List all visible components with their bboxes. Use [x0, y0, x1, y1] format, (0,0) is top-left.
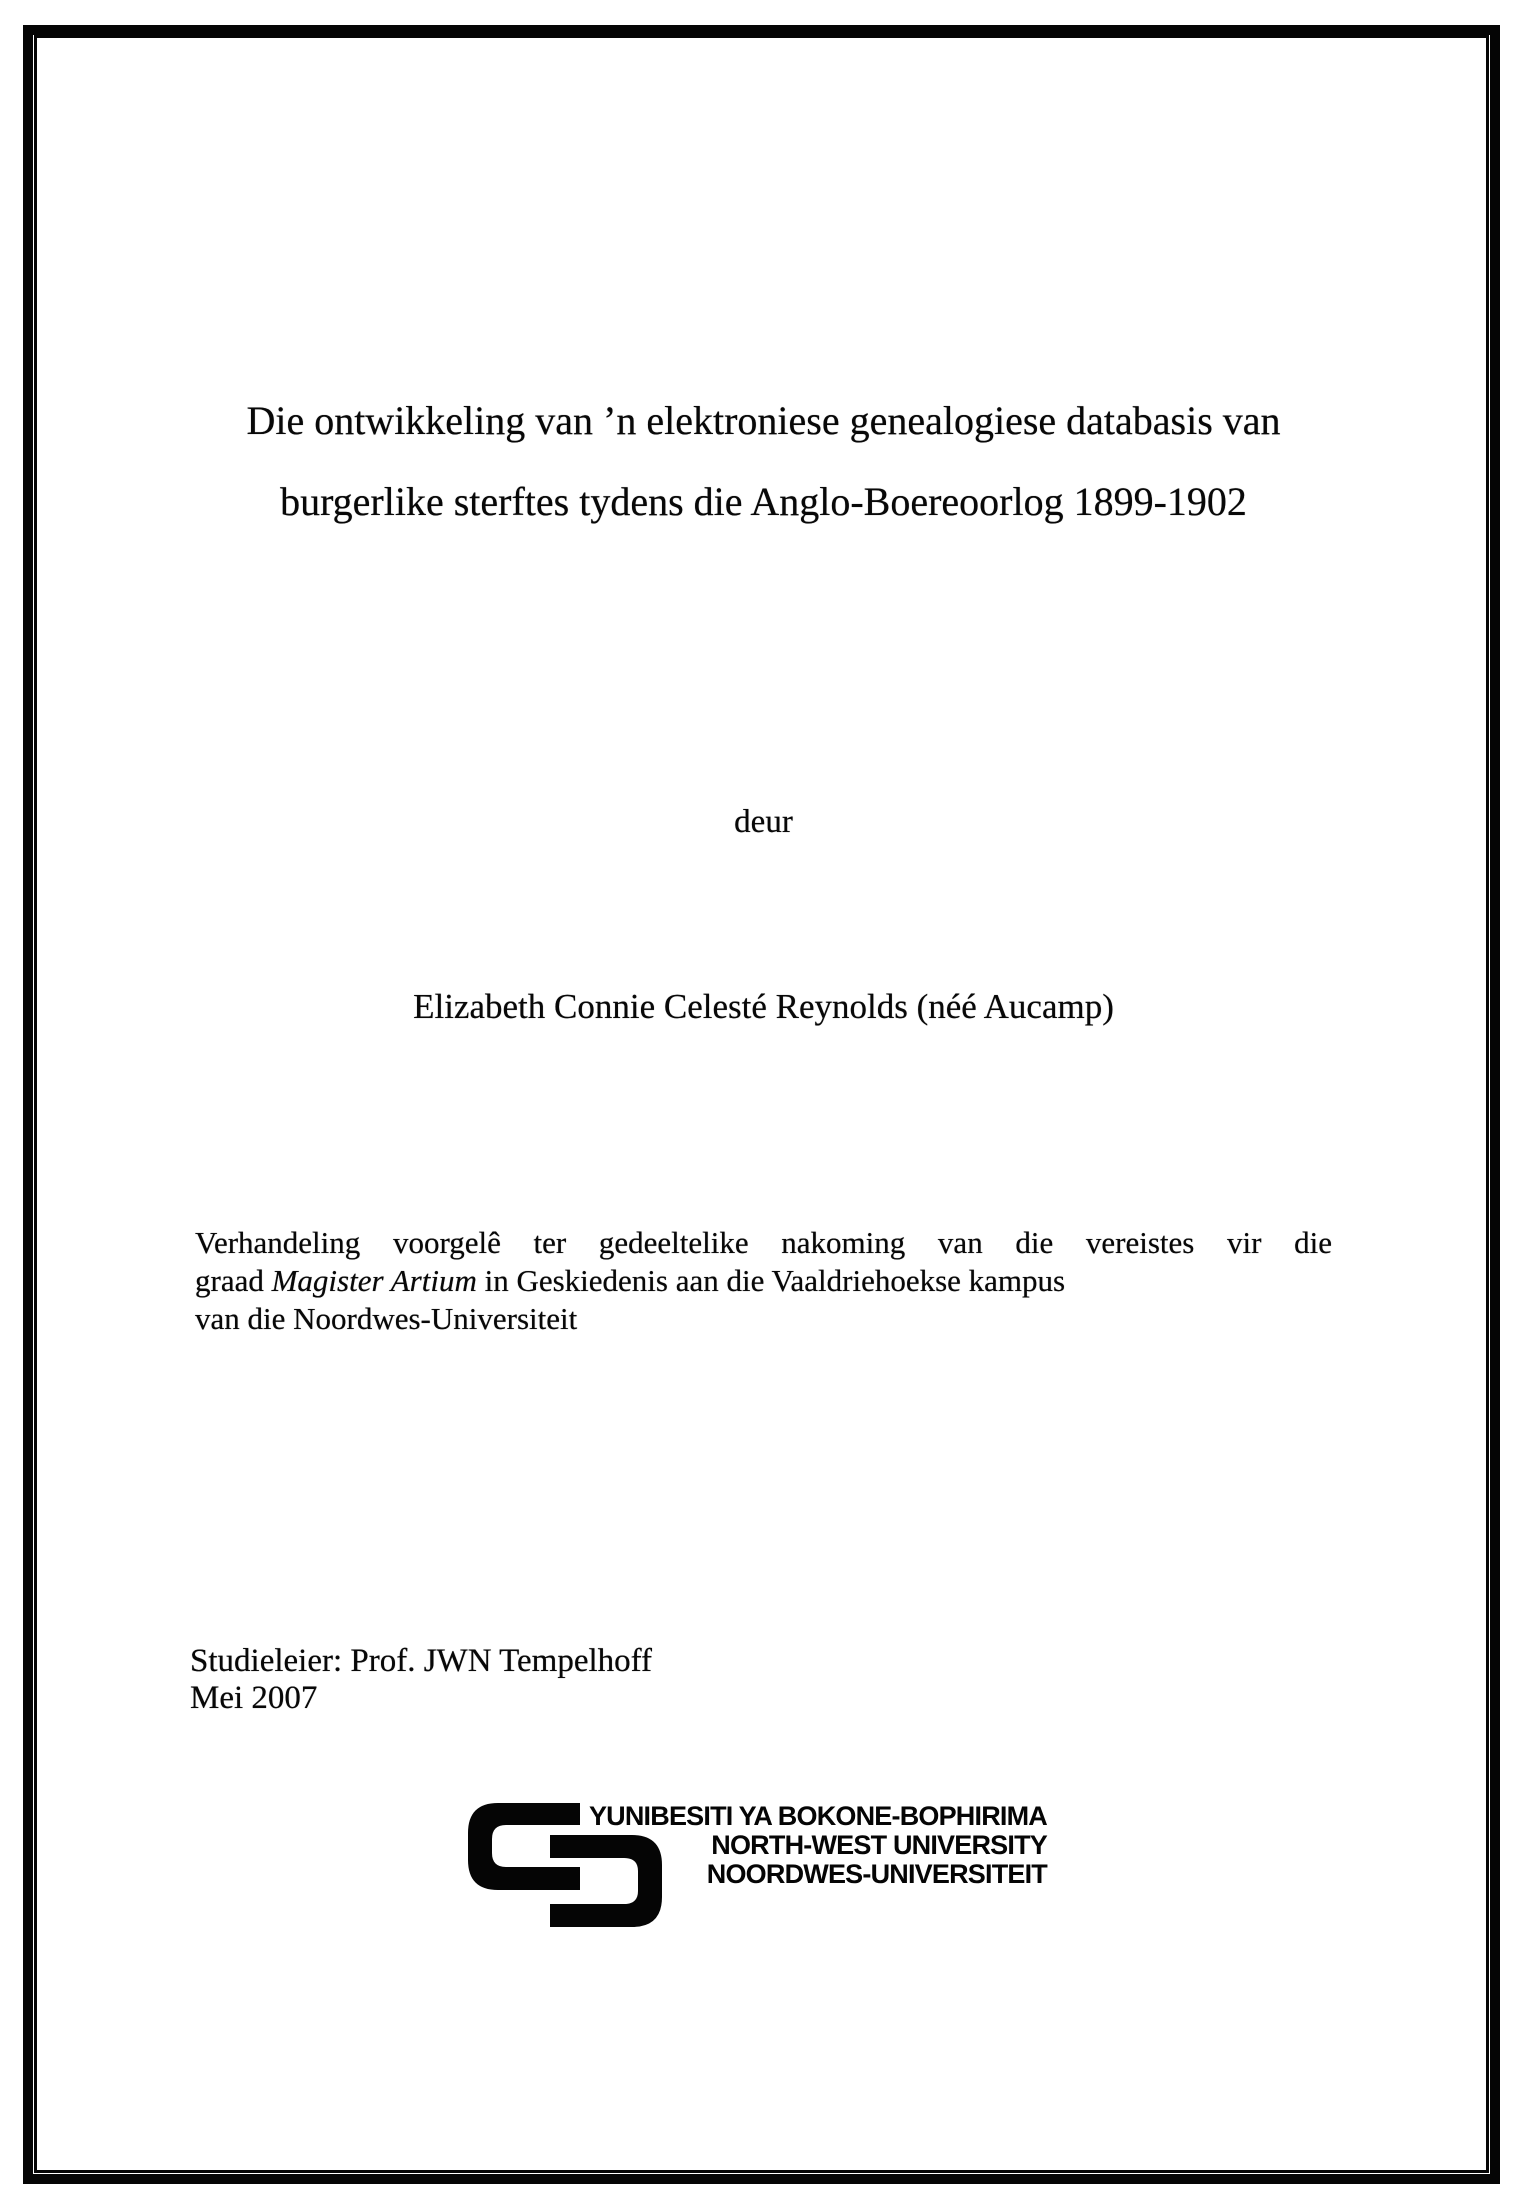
university-name-english: NORTH-WEST UNIVERSITY	[711, 1830, 1047, 1860]
thesis-title-line2: burgerlike sterftes tydens die Anglo-Boereoorlog 1899-1902	[280, 479, 1247, 524]
supervisor-block	[190, 1643, 652, 1717]
degree-statement-line1: Verhandeling voorgelê ter gedeeltelike nakoming van die vereistes vir die	[195, 1225, 1332, 1260]
university-name-afrikaans: NOORDWES-UNIVERSITEIT	[706, 1859, 1047, 1889]
author-name: Elizabeth Connie Celesté Reynolds (néé Aucamp)	[413, 987, 1114, 1026]
supervisor-line: Studieleier: Prof. JWN Tempelhoff	[190, 1643, 653, 1679]
degree-statement-line2-prefix: graad	[195, 1263, 272, 1298]
date-line: Mei 2007	[190, 1680, 318, 1716]
degree-name: Magister Artium	[271, 1263, 477, 1298]
degree-statement-line2	[195, 1262, 1332, 1300]
university-logo-text	[460, 1802, 1047, 1889]
degree-statement-line3: van die Noordwes-Universiteit	[195, 1301, 578, 1336]
byline-label: deur	[734, 804, 793, 840]
degree-statement-line2-suffix: in Geskiedenis aan die Vaaldriehoekse kampus	[476, 1263, 1066, 1298]
university-name-setswana: YUNIBESITI YA BOKONE-BOPHIRIMA	[588, 1801, 1047, 1831]
degree-statement	[195, 1224, 1332, 1338]
thesis-title-line1: Die ontwikkeling van ’n elektroniese genealogiese databasis van	[246, 398, 1281, 443]
thesis-title	[0, 380, 1527, 542]
